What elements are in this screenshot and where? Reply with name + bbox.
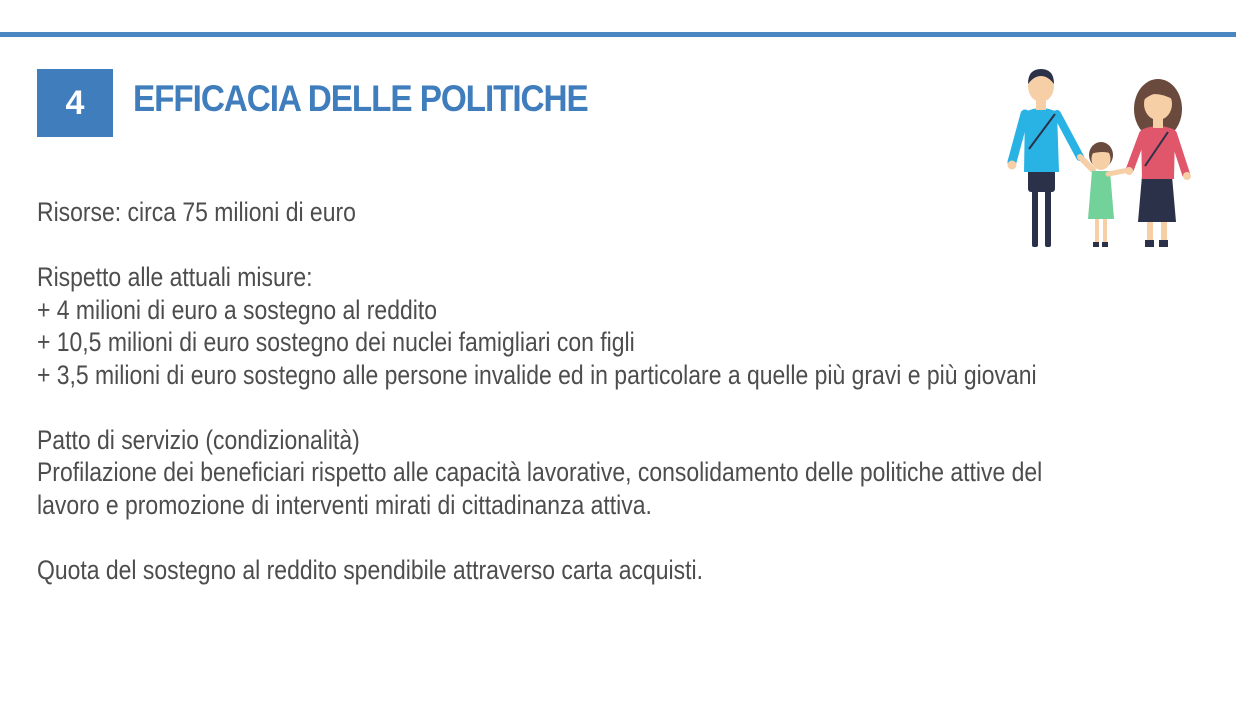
section-title: EFFICACIA DELLE POLITICHE: [133, 78, 588, 119]
father-figure: [1008, 69, 1094, 247]
comparison-heading: Rispetto alle attuali misure:: [37, 262, 313, 292]
body-content: [37, 196, 1091, 586]
mother-figure: [1125, 79, 1191, 247]
comparison-item: + 10,5 milioni di euro sostegno dei nuclei famigliari con figli: [37, 327, 635, 357]
child-figure: [1088, 142, 1129, 247]
service-pact-text: Profilazione dei beneficiari rispetto alle capacità lavorative, consolidamento delle politiche attive del lavoro e promozione di interventi mirati di cittadinanza attiva.: [37, 457, 1043, 520]
resources-line: Risorse: circa 75 milioni di euro: [37, 197, 356, 227]
top-divider: [0, 32, 1236, 37]
card-note: Quota del sostegno al reddito spendibile attraverso carta acquisti.: [37, 554, 703, 585]
family-icon: [1004, 64, 1194, 249]
section-number-badge: 4: [37, 69, 113, 137]
comparison-item: + 3,5 milioni di euro sostegno alle persone invalide ed in particolare a quelle più gravi e più giovani: [37, 359, 1037, 390]
comparison-item: + 4 milioni di euro a sostegno al reddito: [37, 294, 437, 325]
service-pact-heading: Patto di servizio (condizionalità): [37, 424, 360, 455]
